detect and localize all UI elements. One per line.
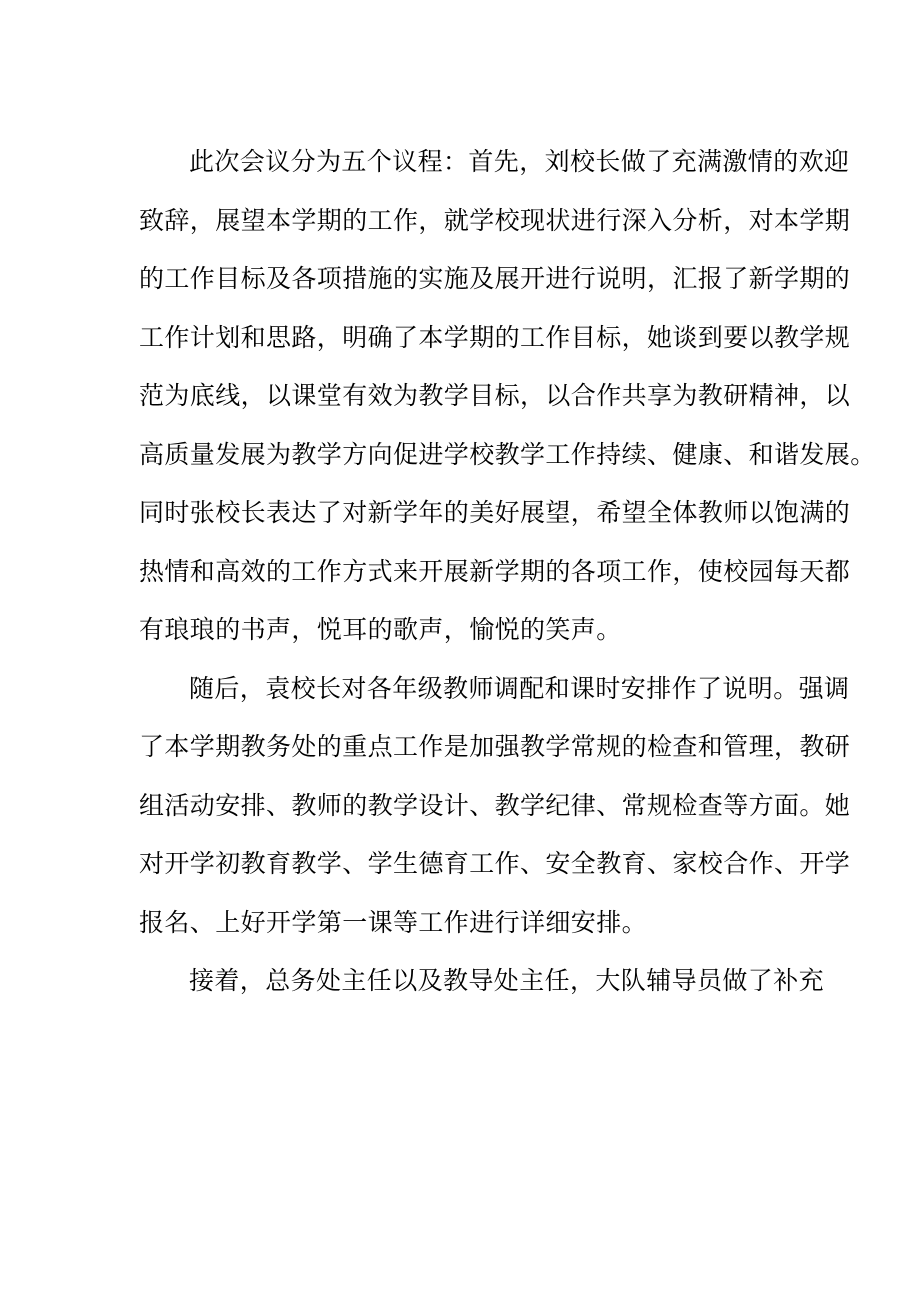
paragraph-1-line-4: 工作计划和思路，明确了本学期的工作目标，她谈到要以教学规 (139, 322, 851, 352)
paragraph-2-line-2: 了本学期教务处的重点工作是加强教学常规的检查和管理，教研 (139, 732, 851, 761)
paragraph-1-line-2: 致辞，展望本学期的工作，就学校现状进行深入分析，对本学期 (139, 205, 851, 235)
paragraph-2-line-1: 随后，袁校长对各年级教师调配和课时安排作了说明。强调 (189, 673, 850, 703)
paragraph-1-line-6: 高质量发展为教学方向促进学校教学工作持续、健康、和谐发展。 (139, 439, 876, 469)
paragraph-1-line-8: 热情和高效的工作方式来开展新学期的各项工作，使校园每天都 (139, 556, 851, 586)
paragraph-1-line-7: 同时张校长表达了对新学年的美好展望，希望全体教师以饱满的 (139, 498, 851, 527)
document-body (139, 138, 876, 1016)
paragraph-1-line-3: 的工作目标及各项措施的实施及展开进行说明，汇报了新学期的 (139, 264, 851, 293)
paragraph-3-line-1: 接着，总务处主任以及教导处主任，大队辅导员做了补充 (189, 966, 825, 995)
paragraph-2-line-3: 组活动安排、教师的教学设计、教学纪律、常规检查等方面。她 (139, 790, 851, 820)
paragraph-2-line-4: 对开学初教育教学、学生德育工作、安全教育、家校合作、开学 (139, 849, 851, 878)
paragraph-1-line-5: 范为底线，以课堂有效为教学目标，以合作共享为教研精神，以 (139, 381, 851, 410)
paragraph-2-line-5: 报名、上好开学第一课等工作进行详细安排。 (139, 907, 648, 937)
paragraph-1-line-1: 此次会议分为五个议程：首先，刘校长做了充满激情的欢迎 (189, 147, 850, 176)
paragraph-1-line-9: 有琅琅的书声，悦耳的歌声，愉悦的笑声。 (139, 615, 622, 644)
